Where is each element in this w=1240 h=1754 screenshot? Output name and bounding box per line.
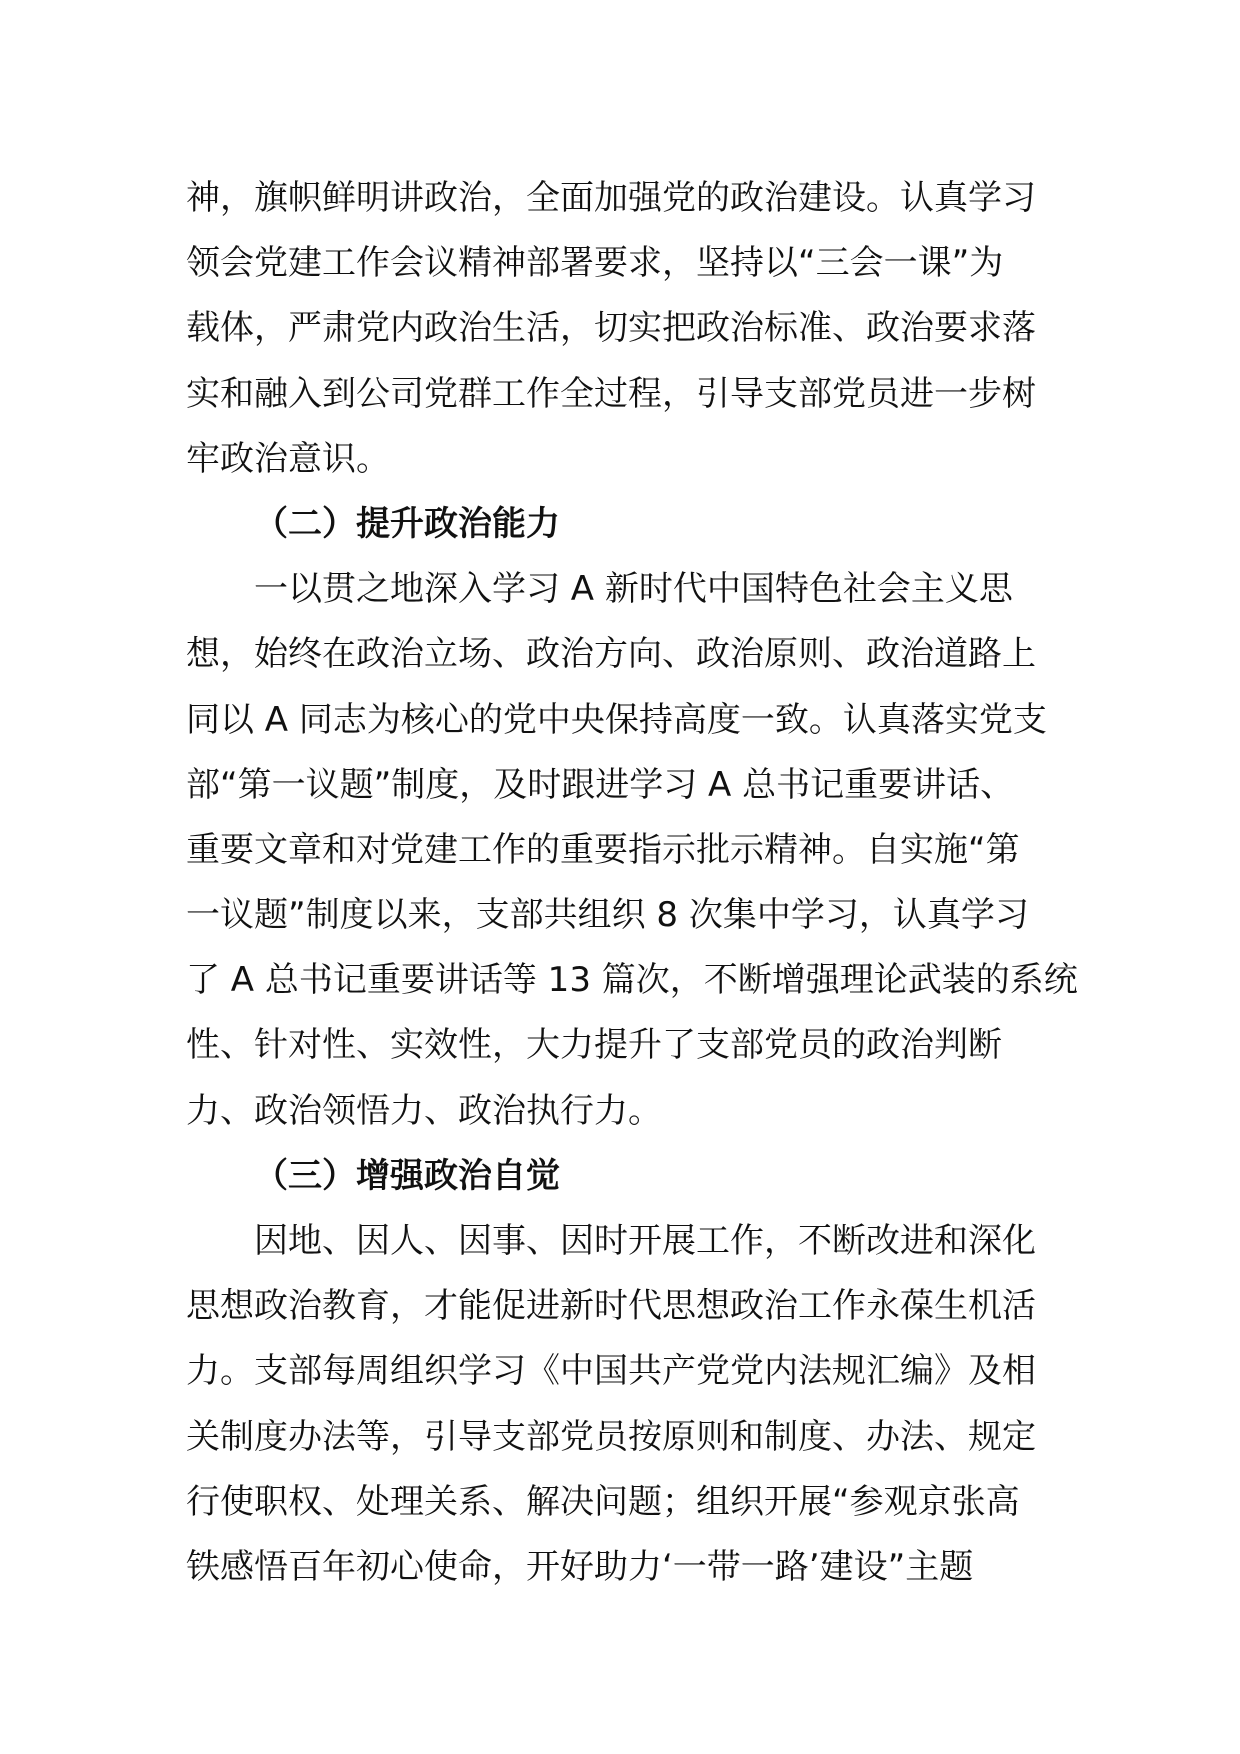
paragraph-line: 了 A 总书记重要讲话等 13 篇次，不断增强理论武装的系统 — [186, 960, 1078, 1001]
paragraph-line: 载体，严肃党内政治生活，切实把政治标准、政治要求落 — [186, 308, 1036, 349]
paragraph-2 — [186, 557, 1078, 1144]
paragraph-line: 力。支部每周组织学习《中国共产党党内法规汇编》及相 — [186, 1351, 1036, 1392]
document-body — [186, 166, 1078, 1600]
paragraph-line: 重要文章和对党建工作的重要指示批示精神。自实施“第 — [186, 829, 1020, 870]
section-heading-2 — [186, 492, 1066, 557]
paragraph-3 — [186, 1209, 1066, 1600]
heading-text: （二）提升政治能力 — [254, 503, 560, 544]
section-heading-3 — [186, 1144, 1066, 1209]
paragraph-line: 关制度办法等，引导支部党员按原则和制度、办法、规定 — [186, 1416, 1036, 1457]
heading-text: （三）增强政治自觉 — [254, 1155, 560, 1196]
paragraph-line: 思想政治教育，才能促进新时代思想政治工作永葆生机活 — [186, 1286, 1036, 1327]
paragraph-line: 因地、因人、因事、因时开展工作，不断改进和深化 — [254, 1221, 1036, 1261]
paragraph-1 — [186, 166, 1066, 492]
paragraph-line: 领会党建工作会议精神部署要求，坚持以“三会一课”为 — [186, 243, 1004, 284]
paragraph-line: 行使职权、处理关系、解决问题；组织开展“参观京张高 — [186, 1481, 1020, 1522]
paragraph-line: 一以贯之地深入学习 A 新时代中国特色社会主义思 — [254, 569, 1013, 610]
paragraph-line: 牢政治意识。 — [186, 438, 390, 479]
paragraph-line: 性、针对性、实效性，大力提升了支部党员的政治判断 — [186, 1025, 1002, 1066]
paragraph-line: 力、政治领悟力、政治执行力。 — [186, 1090, 662, 1131]
paragraph-line: 神，旗帜鲜明讲政治，全面加强党的政治建设。认真学习 — [186, 178, 1036, 218]
paragraph-line: 铁感悟百年初心使命，开好助力‘一带一路’建设”主题 — [186, 1546, 974, 1587]
paragraph-line: 实和融入到公司党群工作全过程，引导支部党员进一步树 — [186, 373, 1036, 414]
paragraph-line: 同以 A 同志为核心的党中央保持高度一致。认真落实党支 — [186, 699, 1047, 740]
paragraph-line: 部“第一议题”制度，及时跟进学习 A 总书记重要讲话、 — [186, 764, 1015, 805]
paragraph-line: 一议题”制度以来，支部共组织 8 次集中学习，认真学习 — [186, 895, 1029, 936]
paragraph-line: 想，始终在政治立场、政治方向、政治原则、政治道路上 — [186, 634, 1036, 675]
